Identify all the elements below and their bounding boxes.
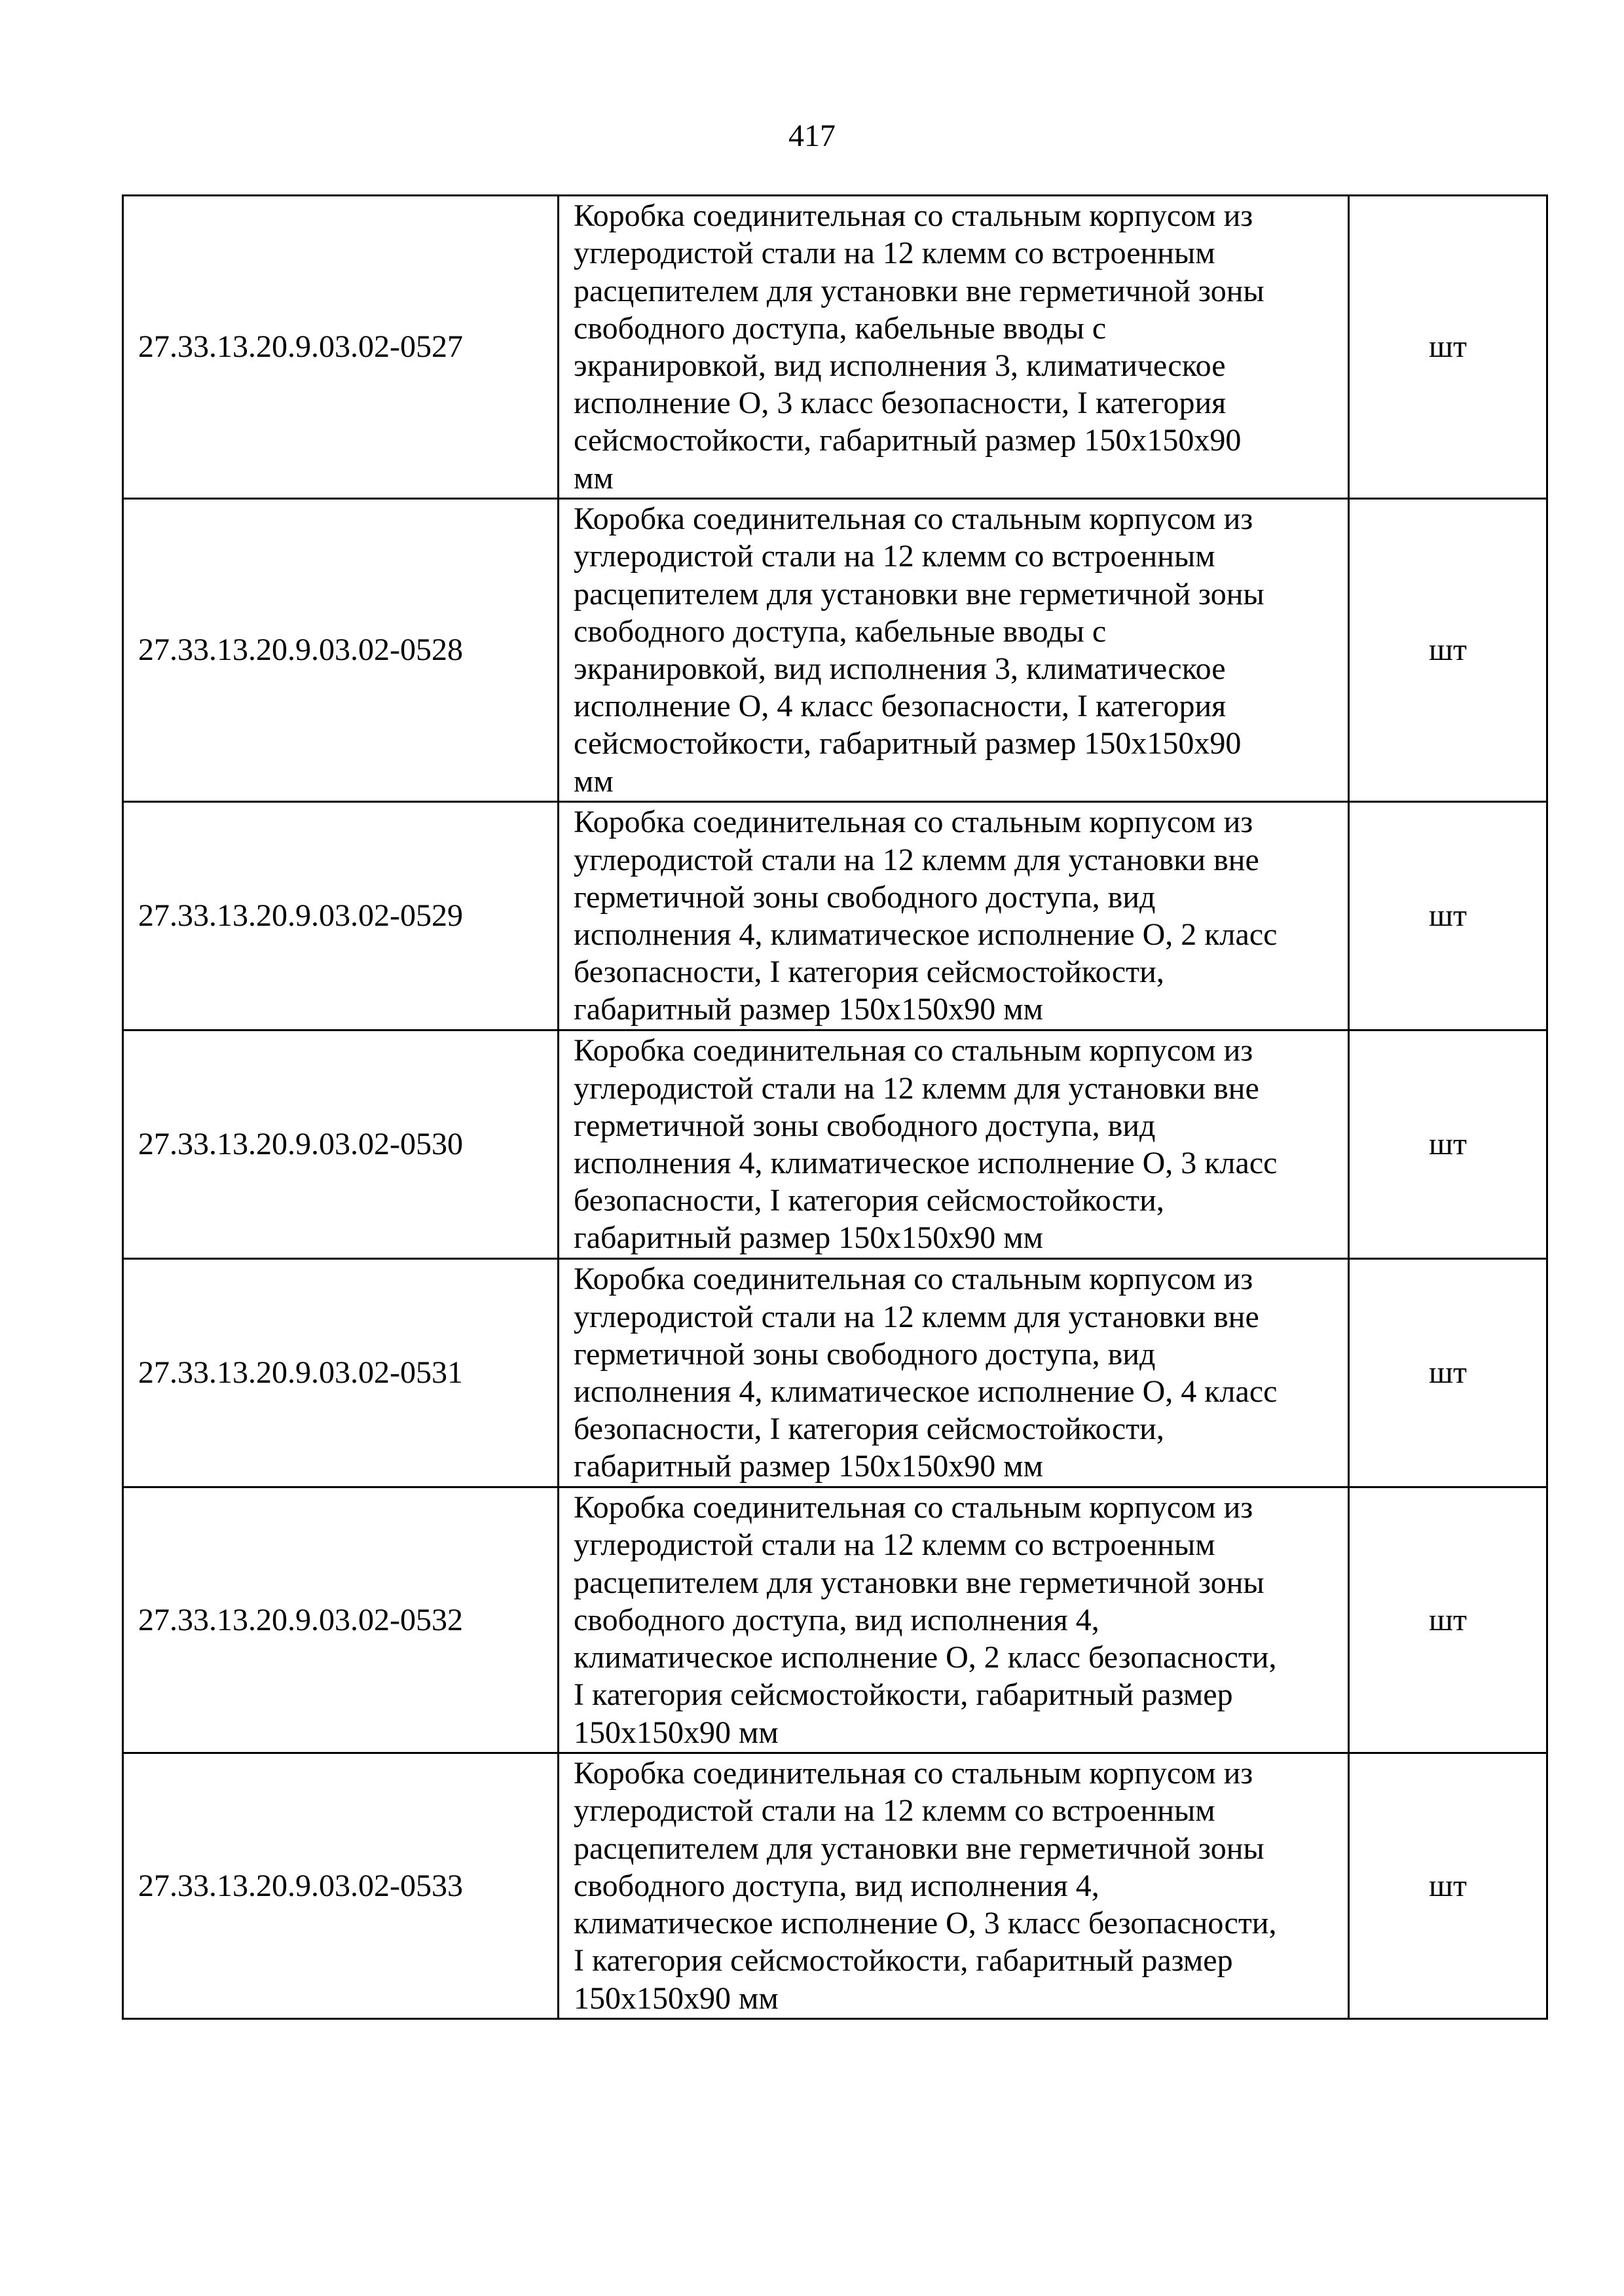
- resource-description: [559, 1259, 1349, 1487]
- description-line: экранировкой, вид исполнения 3, климатическое: [574, 348, 1226, 383]
- description-line: углеродистой стали на 12 клемм со встроенным: [574, 236, 1215, 271]
- description-line: Коробка соединительная со стальным корпусом из: [574, 1262, 1253, 1297]
- unit-of-measure: шт: [1349, 1487, 1547, 1753]
- description-line: 150х150х90 мм: [574, 1715, 779, 1750]
- resource-description: [559, 196, 1349, 499]
- resource-code: 27.33.13.20.9.03.02-0531: [123, 1259, 559, 1487]
- description-line: углеродистой стали на 12 клемм для установки вне: [574, 842, 1259, 877]
- description-line: климатическое исполнение О, 3 класс безопасности,: [574, 1906, 1277, 1941]
- description-line: расцепителем для установки вне герметичной зоны: [574, 273, 1264, 308]
- resource-description: [559, 499, 1349, 802]
- resource-description: [559, 802, 1349, 1030]
- description-line: исполнение О, 3 класс безопасности, I категория: [574, 386, 1227, 421]
- unit-of-measure: шт: [1349, 1753, 1547, 2019]
- description-line: углеродистой стали на 12 клемм со встроенным: [574, 1527, 1215, 1563]
- description-line: углеродистой стали на 12 клемм со встроенным: [574, 1793, 1215, 1829]
- description-line: климатическое исполнение О, 2 класс безопасности,: [574, 1640, 1277, 1675]
- description-line: Коробка соединительная со стальным корпусом из: [574, 1490, 1253, 1525]
- resource-code: 27.33.13.20.9.03.02-0530: [123, 1030, 559, 1259]
- description-line: габаритный размер 150х150х90 мм: [574, 1220, 1044, 1256]
- description-line: углеродистой стали на 12 клемм со встроенным: [574, 539, 1215, 574]
- description-line: Коробка соединительная со стальным корпусом из: [574, 1033, 1253, 1068]
- description-line: герметичной зоны свободного доступа, вид: [574, 1108, 1156, 1143]
- description-line: Коробка соединительная со стальным корпусом из: [574, 805, 1253, 840]
- resource-code: 27.33.13.20.9.03.02-0532: [123, 1487, 559, 1753]
- resource-description: [559, 1487, 1349, 1753]
- description-line: расцепителем для установки вне герметичной зоны: [574, 576, 1264, 611]
- page-number: 417: [788, 118, 836, 153]
- table-row: [123, 1753, 1547, 2019]
- unit-of-measure: шт: [1349, 802, 1547, 1030]
- resource-description: [559, 1753, 1349, 2019]
- resource-code: 27.33.13.20.9.03.02-0528: [123, 499, 559, 802]
- description-line: исполнения 4, климатическое исполнение О, 3 класс: [574, 1146, 1278, 1180]
- unit-of-measure: шт: [1349, 499, 1547, 802]
- unit-of-measure: шт: [1349, 1030, 1547, 1259]
- description-line: безопасности, I категория сейсмостойкости,: [574, 1183, 1164, 1218]
- description-line: исполнения 4, климатическое исполнение О, 4 класс: [574, 1374, 1278, 1409]
- description-line: безопасности, I категория сейсмостойкости,: [574, 1412, 1164, 1447]
- description-line: герметичной зоны свободного доступа, вид: [574, 879, 1156, 915]
- description-line: 150х150х90 мм: [574, 1980, 779, 2016]
- resource-code: 27.33.13.20.9.03.02-0533: [123, 1753, 559, 2019]
- resource-description: [559, 1030, 1349, 1259]
- description-line: расцепителем для установки вне герметичной зоны: [574, 1565, 1264, 1600]
- description-line: свободного доступа, кабельные вводы с: [574, 310, 1107, 346]
- description-line: свободного доступа, вид исполнения 4,: [574, 1602, 1099, 1637]
- description-line: расцепителем для установки вне герметичной зоны: [574, 1831, 1264, 1866]
- resource-table: [122, 194, 1548, 2020]
- resource-code: 27.33.13.20.9.03.02-0527: [123, 196, 559, 499]
- description-line: экранировкой, вид исполнения 3, климатическое: [574, 651, 1226, 686]
- table-row: [123, 196, 1547, 499]
- description-line: свободного доступа, вид исполнения 4,: [574, 1868, 1099, 1903]
- description-line: I категория сейсмостойкости, габаритный размер: [574, 1943, 1233, 1978]
- description-line: свободного доступа, кабельные вводы с: [574, 613, 1107, 649]
- description-line: сейсмостойкости, габаритный размер 150х150х90: [574, 726, 1242, 761]
- description-line: герметичной зоны свободного доступа, вид: [574, 1336, 1156, 1372]
- unit-of-measure: шт: [1349, 196, 1547, 499]
- description-line: исполнения 4, климатическое исполнение О, 2 класс: [574, 917, 1278, 952]
- resource-code: 27.33.13.20.9.03.02-0529: [123, 802, 559, 1030]
- table-row: [123, 1259, 1547, 1487]
- description-line: исполнение О, 4 класс безопасности, I категория: [574, 689, 1227, 724]
- table-row: [123, 1487, 1547, 1753]
- description-line: I категория сейсмостойкости, габаритный размер: [574, 1677, 1233, 1713]
- description-line: Коробка соединительная со стальным корпусом из: [574, 1756, 1253, 1791]
- table-row: [123, 802, 1547, 1030]
- unit-of-measure: шт: [1349, 1259, 1547, 1487]
- description-line: Коробка соединительная со стальным корпусом из: [574, 198, 1253, 234]
- description-line: углеродистой стали на 12 клемм для установки вне: [574, 1070, 1259, 1106]
- description-line: габаритный размер 150х150х90 мм: [574, 992, 1044, 1027]
- description-line: углеродистой стали на 12 клемм для установки вне: [574, 1299, 1259, 1334]
- description-line: мм: [574, 763, 614, 799]
- description-line: мм: [574, 460, 614, 496]
- description-line: габаритный размер 150х150х90 мм: [574, 1449, 1044, 1484]
- description-line: Коробка соединительная со стальным корпусом из: [574, 501, 1253, 537]
- description-line: безопасности, I категория сейсмостойкости,: [574, 955, 1164, 990]
- table-row: [123, 499, 1547, 802]
- table-row: [123, 1030, 1547, 1259]
- description-line: сейсмостойкости, габаритный размер 150х150х90: [574, 423, 1242, 458]
